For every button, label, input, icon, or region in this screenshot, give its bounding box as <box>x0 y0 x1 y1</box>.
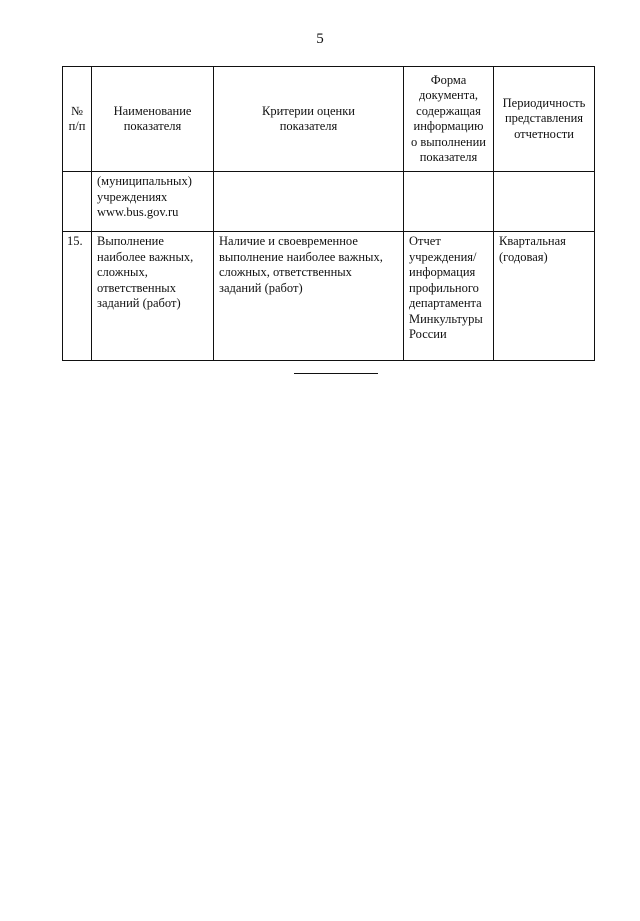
cell-criteria <box>214 172 404 232</box>
table-header-row <box>63 67 595 172</box>
cell-number: 15. <box>63 232 92 361</box>
page-number: 5 <box>316 31 324 47</box>
cell-document-form: Отчет учреждения/ информация профильного департамента Минкультуры России <box>404 232 494 361</box>
cell-periodicity <box>494 172 595 232</box>
header-indicator-name: Наименование показателя <box>92 67 214 172</box>
cell-indicator-name: Выполнение наиболее важных, сложных, ответственных заданий (работ) <box>92 232 214 361</box>
header-document-form: Форма документа, содержащая информацию о выполнении показателя <box>404 67 494 172</box>
indicators-table <box>62 66 595 361</box>
table-row <box>63 172 595 232</box>
table-row <box>63 232 595 361</box>
cell-indicator-name: (муниципальных) учреждениях www.bus.gov.ru <box>92 172 214 232</box>
cell-document-form <box>404 172 494 232</box>
end-of-document-rule <box>294 373 378 374</box>
cell-criteria: Наличие и своевременное выполнение наиболее важных, сложных, ответственных заданий (работ) <box>214 232 404 361</box>
header-periodicity: Периодичность представления отчетности <box>494 67 595 172</box>
header-number: № п/п <box>63 67 92 172</box>
cell-periodicity: Квартальная (годовая) <box>494 232 595 361</box>
cell-number <box>63 172 92 232</box>
header-criteria: Критерии оценки показателя <box>214 67 404 172</box>
